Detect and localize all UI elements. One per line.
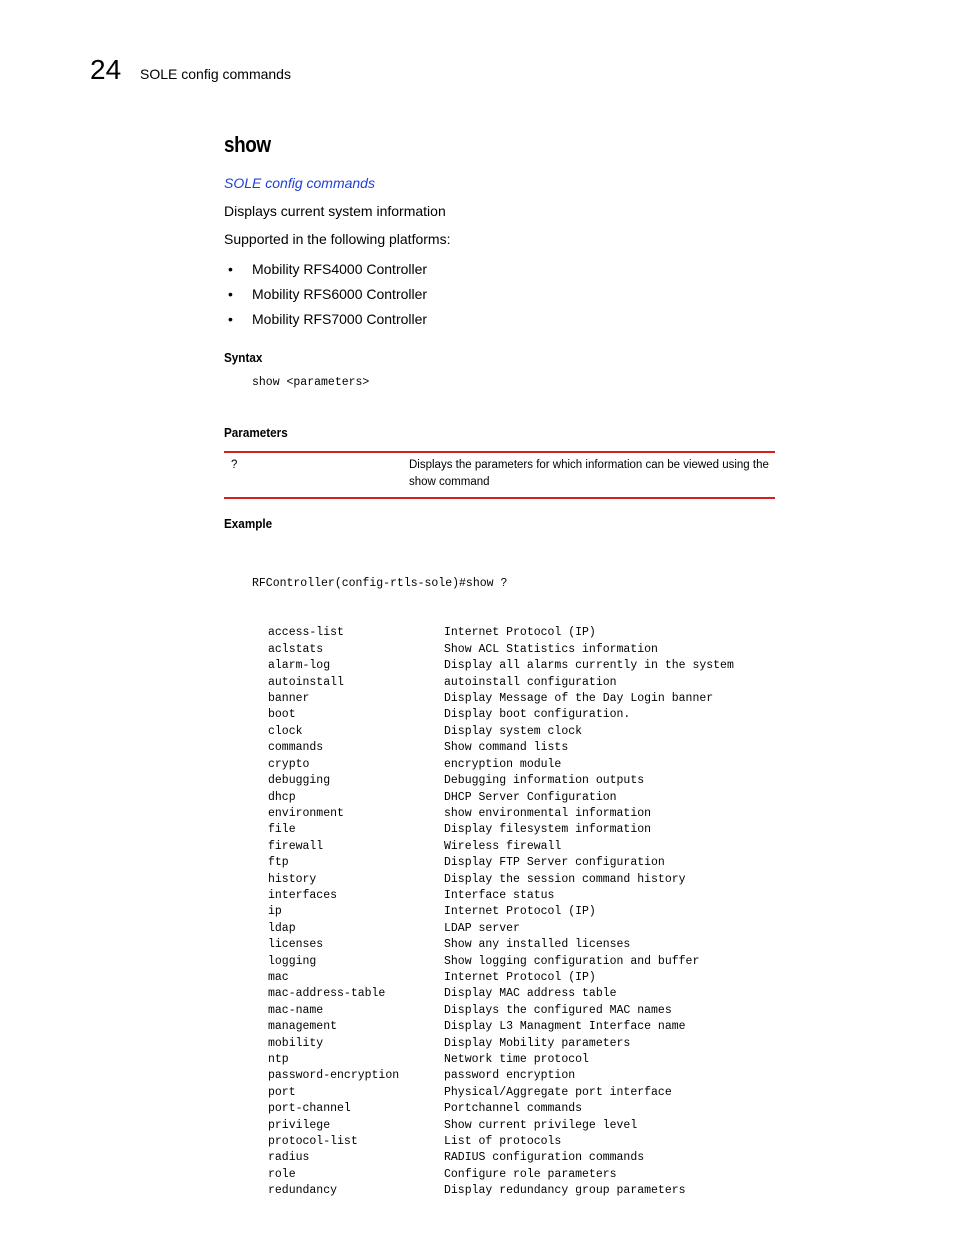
command-name: file [268, 823, 296, 837]
command-name: boot [268, 708, 296, 722]
command-description: Display all alarms currently in the system [444, 659, 734, 673]
command-description: Wireless firewall [444, 839, 562, 853]
list-item [252, 954, 784, 970]
list-item [252, 724, 784, 740]
chapter-title: SOLE config commands [140, 66, 291, 82]
platform-list [224, 257, 784, 332]
command-description: DHCP Server Configuration [444, 790, 617, 804]
command-description: show environmental information [444, 806, 652, 820]
syntax-heading: Syntax [224, 350, 263, 365]
command-name: mac-address-table [268, 987, 386, 1001]
command-description: Display Message of the Day Login banner [444, 692, 714, 706]
chapter-number: 24 [90, 54, 122, 85]
command-name: mac [268, 970, 289, 984]
table-row [224, 453, 775, 497]
command-description: List of protocols [444, 1135, 562, 1149]
command-name: dhcp [268, 790, 296, 804]
command-description: Show any installed licenses [444, 938, 631, 952]
list-item [252, 1101, 784, 1117]
list-item [252, 872, 784, 888]
syntax-code: show <parameters> [252, 376, 370, 389]
command-description: Display MAC address table [444, 987, 617, 1001]
command-description: Display the session command history [444, 872, 686, 886]
command-description: Show ACL Statistics information [444, 642, 658, 656]
example-rows [252, 625, 784, 1199]
command-description: Display L3 Managment Interface name [444, 1020, 686, 1034]
command-description: autoinstall configuration [444, 675, 617, 689]
command-description: Internet Protocol (IP) [444, 626, 596, 640]
command-description: Displays the configured MAC names [444, 1003, 672, 1017]
command-name: ntp [268, 1053, 289, 1066]
command-description: Internet Protocol (IP) [444, 970, 596, 984]
command-description: Display Mobility parameters [444, 1036, 631, 1050]
command-description: RADIUS configuration commands [444, 1151, 645, 1165]
command-name: ip [268, 905, 282, 919]
command-description: Configure role parameters [444, 1167, 617, 1181]
list-item [252, 675, 784, 691]
bullet-icon: • [228, 286, 233, 302]
parameters-heading: Parameters [224, 425, 288, 441]
command-name: protocol-list [268, 1135, 358, 1149]
command-name: redundancy [268, 1184, 338, 1198]
description: Displays current system information [224, 203, 446, 219]
command-name: ldap [268, 921, 296, 935]
list-item [252, 1036, 784, 1052]
list-item [252, 904, 784, 920]
list-item [252, 921, 784, 937]
command-name: logging [268, 954, 317, 968]
command-description: Interface status [444, 888, 555, 902]
sole-config-commands-link[interactable]: SOLE config commands [224, 175, 375, 191]
list-item [252, 691, 784, 707]
list-item: • Mobility RFS4000 Controller [224, 257, 784, 282]
command-description: Network time protocol [444, 1053, 589, 1066]
supported-intro: Supported in the following platforms: [224, 231, 451, 247]
list-item [252, 888, 784, 904]
command-name: port-channel [268, 1102, 351, 1116]
command-description: Debugging information outputs [444, 774, 645, 788]
parameters-table [224, 451, 775, 499]
list-item [252, 757, 784, 773]
list-item [252, 937, 784, 953]
command-description: Display FTP Server configuration [444, 856, 665, 870]
command-description: Show logging configuration and buffer [444, 954, 700, 968]
list-item [252, 658, 784, 674]
param-key: ? [231, 459, 238, 472]
command-name: mac-name [268, 1003, 324, 1017]
list-item [252, 790, 784, 806]
list-item [252, 806, 784, 822]
list-item [252, 822, 784, 838]
example-heading: Example [224, 516, 273, 532]
command-description: Show command lists [444, 741, 569, 755]
list-item [252, 970, 784, 986]
command-name: management [268, 1020, 338, 1034]
param-description: Displays the parameters for which information can be viewed using the show command [409, 459, 769, 489]
command-name: radius [268, 1151, 310, 1165]
command-name: environment [268, 806, 344, 820]
list-item [252, 1183, 784, 1199]
command-description: encryption module [444, 757, 562, 771]
command-description: LDAP server [444, 921, 520, 935]
command-name: interfaces [268, 888, 338, 902]
list-item [252, 1003, 784, 1019]
command-description: Display filesystem information [444, 823, 652, 837]
command-name: firewall [268, 839, 324, 853]
list-item [252, 1134, 784, 1150]
list-item [252, 1150, 784, 1166]
bullet-icon: • [228, 311, 233, 327]
command-name: debugging [268, 774, 331, 788]
command-name: licenses [268, 938, 324, 952]
list-item [252, 1118, 784, 1134]
command-name: password-encryption [268, 1069, 400, 1083]
command-name: commands [268, 741, 324, 755]
command-name: port [268, 1085, 296, 1099]
list-item: • Mobility RFS7000 Controller [224, 307, 784, 332]
command-description: Show current privilege level [444, 1118, 638, 1132]
command-name: privilege [268, 1118, 331, 1132]
command-description: password encryption [444, 1069, 576, 1083]
command-description: Display system clock [444, 724, 583, 738]
command-description: Portchannel commands [444, 1102, 583, 1116]
list-item [252, 642, 784, 658]
list-item [252, 1019, 784, 1035]
command-description: Display boot configuration. [444, 708, 631, 722]
list-item: • Mobility RFS6000 Controller [224, 282, 784, 307]
example-prompt: RFController(config-rtls-sole)#show ? [252, 577, 508, 591]
list-item [252, 1085, 784, 1101]
command-name: autoinstall [268, 675, 344, 689]
list-item [252, 839, 784, 855]
list-item [252, 1052, 784, 1068]
page-title: show [224, 132, 271, 157]
command-name: ftp [268, 856, 289, 870]
command-name: role [268, 1167, 296, 1181]
command-name: aclstats [268, 642, 324, 656]
list-item [252, 773, 784, 789]
command-name: mobility [268, 1036, 324, 1050]
list-item [252, 740, 784, 756]
list-item [252, 625, 784, 641]
example-code [224, 543, 784, 1232]
command-name: alarm-log [268, 659, 331, 673]
command-name: crypto [268, 757, 310, 771]
main-content [224, 132, 784, 1232]
command-name: banner [268, 692, 310, 706]
command-name: access-list [268, 626, 344, 640]
list-item [252, 1068, 784, 1084]
command-description: Physical/Aggregate port interface [444, 1085, 672, 1099]
list-item [252, 855, 784, 871]
command-description: Internet Protocol (IP) [444, 905, 596, 919]
command-description: Display redundancy group parameters [444, 1184, 686, 1198]
command-name: clock [268, 724, 303, 738]
list-item [252, 1167, 784, 1183]
command-name: history [268, 872, 317, 886]
bullet-icon: • [228, 261, 233, 277]
list-item [252, 707, 784, 723]
list-item [252, 986, 784, 1002]
